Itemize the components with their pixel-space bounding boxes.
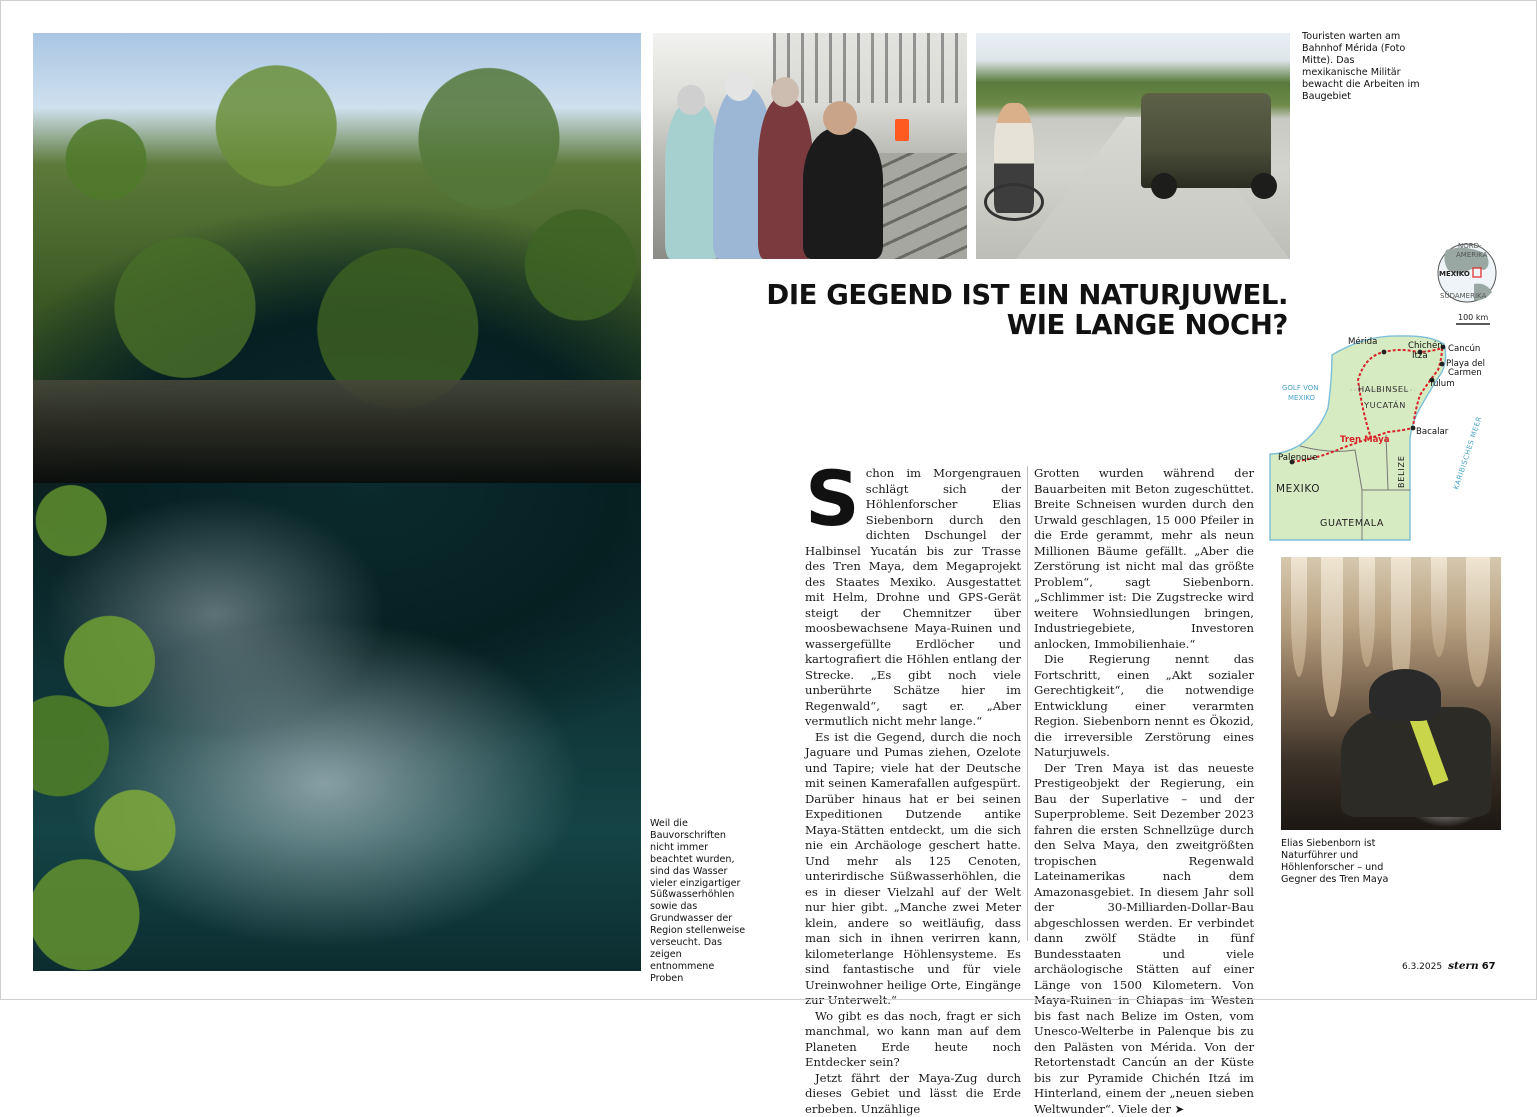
- article-paragraph-1-text: chon im Morgengrauen schlägt sich der Höhlenforscher Elias Siebenborn durch den dichten Dschungel der Halbinsel Yucatán bis zur Trasse des Tren Maya, dem Megaprojekt des Staates Mexiko. Ausgestattet mit Helm, Drohne und GPS-Gerät steigt der Chemnitzer über moosbewachsene Maya-Ruinen und wassergefüllte Erdlöcher und kartografiert die Höhlen entlang der Strecke. „Es gibt noch viele unberührte Schätze hier im Regenwald“, sagt er. „Aber vermutlich nicht mehr lange.“: [805, 466, 1021, 728]
- cenote-photo: [33, 33, 641, 971]
- column-divider: [1027, 466, 1028, 941]
- article-paragraph-4: Jetzt fährt der Maya-Zug durch dieses Gebiet und lässt die Erde erbeben. Unzählige: [805, 1071, 1021, 1117]
- globe-inset: [1438, 242, 1496, 302]
- tourist-head: [725, 71, 753, 101]
- label-belize: BELIZE: [1397, 455, 1406, 488]
- globe-label-north-1: NORD-: [1458, 242, 1482, 250]
- label-merida: Mérida: [1348, 336, 1377, 347]
- label-mexiko: MEXIKO: [1276, 483, 1320, 495]
- city-marker-playa: [1440, 362, 1445, 367]
- label-guatemala: GUATEMALA: [1320, 518, 1384, 529]
- stalactite: [1431, 557, 1447, 657]
- label-bacalar: Bacalar: [1416, 427, 1449, 437]
- label-chichen-2: Itzá: [1412, 351, 1428, 361]
- military-vehicle-photo: [976, 33, 1290, 259]
- globe-label-north-2: AMERIKA: [1456, 251, 1488, 259]
- label-palenque: Palenque: [1278, 453, 1317, 463]
- label-playa-1: Playa del: [1446, 359, 1485, 369]
- label-caribbean: KARIBISCHES MEER: [1452, 415, 1483, 490]
- caption-cave: Elias Siebenborn ist Naturführer und Höhlenforscher – und Gegner des Tren Maya: [1281, 838, 1391, 886]
- article-paragraph-1: [805, 466, 1021, 730]
- smartphone: [895, 119, 909, 141]
- label-tren-maya: Tren Maya: [1340, 435, 1390, 445]
- label-tulum: Tulum: [1428, 379, 1455, 389]
- caption-top-photos: Touristen warten am Bahnhof Mérida (Foto Mitte). Das mexikanische Militär bewacht die Arbeiten im Baugebiet: [1302, 31, 1422, 102]
- headline-line-2: WIE LANGE NOCH?: [660, 310, 1288, 340]
- article-paragraph-5: Grotten wurden während der Bauarbeiten mit Beton zugeschüttet. Breite Schneisen wurden durch den Urwald geschlagen, 15 000 Pfeiler in die Erde gerammt, mehr als neun Millionen Bäume gefällt. „Aber die Zerstörung ist nicht mal das größte Problem“, sagt Siebenborn. „Schlimmer ist: Die Zugstrecke wird weitere Wohnsiedlungen bringen, Industriegebiete, Investoren anlocken, Immobilienhaie.“: [1034, 466, 1254, 652]
- tourist-figure: [803, 128, 883, 259]
- vehicle-wheel: [1251, 173, 1277, 199]
- article-paragraph-2: Es ist die Gegend, durch die noch Jaguare und Pumas ziehen, Ozelote und Tapire; viele hat der Deutsche mit seinen Kamerafallen aufgespürt. Darüber hinaus hat er bei seinen Expeditionen Dutzende antike Maya-Stätten entdeckt, um die sich nie ein Archäologe geschert hatte. Und mehr als 125 Cenoten, unterirdische Süßwasserhöhlen, die es in dieser Vielzahl auf der Welt nur hier gibt. „Manche zwei Meter klein, andere so weitläufig, dass man sich in ihnen verirren kann, kilometerlange Höhlensysteme. Es sind fantastische und für viele Ureinwohner heilige Orte, Eingänge zur Unterwelt.“: [805, 730, 1021, 1009]
- label-halbinsel-2: YUCATÁN: [1363, 399, 1406, 410]
- yucatan-route-map: [1270, 240, 1502, 540]
- city-marker-merida: [1382, 350, 1387, 355]
- vehicle-wheel: [1151, 173, 1177, 199]
- tourist-head: [823, 101, 857, 135]
- headline-line-1: DIE GEGEND IST EIN NATURJUWEL.: [660, 280, 1288, 310]
- globe-label-mexico: MEXIKO: [1439, 270, 1470, 278]
- page-number: 67: [1482, 961, 1496, 972]
- label-cancun: Cancún: [1448, 344, 1480, 354]
- label-golf-2: MEXIKO: [1288, 394, 1316, 402]
- article-paragraph-7: Der Tren Maya ist das neueste Prestigeobjekt der Regierung, ein Bau der Superlative – und der Superprobleme. Seit Dezember 2023 fahren die ersten Schnellzüge durch den Selva Maya, den zweitgrößten tropischen Regenwald Lateinamerikas nach dem Amazonasgebiet. In diesem Jahr soll der 30-Milliarden-Dollar-Bau abgeschlossen werden. Er verbindet dann zwölf Städte in fünf Bundesstaaten und viele archäologische Stätten auf einer Länge von 1500 Kilometern. Von Maya-Ruinen in Chiapas im Westen bis fast nach Belize im Osten, vom Unesco-Welterbe in Palenque bis zu den Palästen von Mérida. Von der Retortenstadt Cancún an der Küste bis zur Pyramide Chichén Itzá im Hinterland, einem der „neuen sieben Weltwunder“. Viele der ➤: [1034, 761, 1254, 1117]
- issue-date: 6.3.2025: [1402, 962, 1442, 972]
- station-roof: [773, 33, 967, 103]
- label-playa-2: Carmen: [1448, 368, 1482, 378]
- map-scale-label: 100 km: [1458, 313, 1488, 322]
- article-column-2: [1034, 466, 1254, 1117]
- foreground-foliage: [33, 408, 288, 971]
- tourist-head: [677, 85, 705, 115]
- article-column-1: [805, 466, 1021, 1117]
- tourist-head: [771, 77, 799, 107]
- article-paragraph-6: Die Regierung nennt das Fortschritt, einen „Akt sozialer Gerechtigkeit“, die notwendige Entwicklung einer verarmten Region. Siebenborn nennt es Ökozid, die irreversible Zerstörung eines Naturjuwels.: [1034, 652, 1254, 761]
- caption-cenote: Weil die Bauvorschriften nicht immer beachtet wurden, sind das Wasser vieler einzigartiger Süßwasserhöhlen sowie das Grundwasser der Region stellenweise verseucht. Das zeigen entnommene Proben: [650, 818, 746, 985]
- tourist-figure: [665, 103, 720, 259]
- magazine-brand: stern: [1448, 960, 1479, 972]
- stalactite: [1466, 557, 1490, 687]
- cave-explorer-photo: [1281, 557, 1501, 830]
- article-paragraph-3: Wo gibt es das noch, fragt er sich manchmal, wo kann man auf dem Planeten Erde heute noch Entdecker sein?: [805, 1009, 1021, 1071]
- label-golf-1: GOLF VON: [1282, 384, 1319, 392]
- label-halbinsel-1: HALBINSEL: [1358, 384, 1409, 394]
- city-marker-bacalar: [1411, 426, 1416, 431]
- globe-label-south: SÜDAMERIKA: [1440, 291, 1486, 300]
- stalactite: [1359, 557, 1375, 667]
- label-chichen-1: Chichén: [1408, 340, 1443, 351]
- explorer-helmet: [1369, 669, 1441, 721]
- headline: [660, 280, 1288, 340]
- station-tourists-photo: [653, 33, 967, 259]
- dropcap: S: [805, 468, 860, 530]
- stalactite: [1321, 557, 1343, 717]
- bicycle: [984, 183, 1044, 221]
- folio: [1402, 960, 1496, 972]
- stalactite: [1291, 557, 1307, 677]
